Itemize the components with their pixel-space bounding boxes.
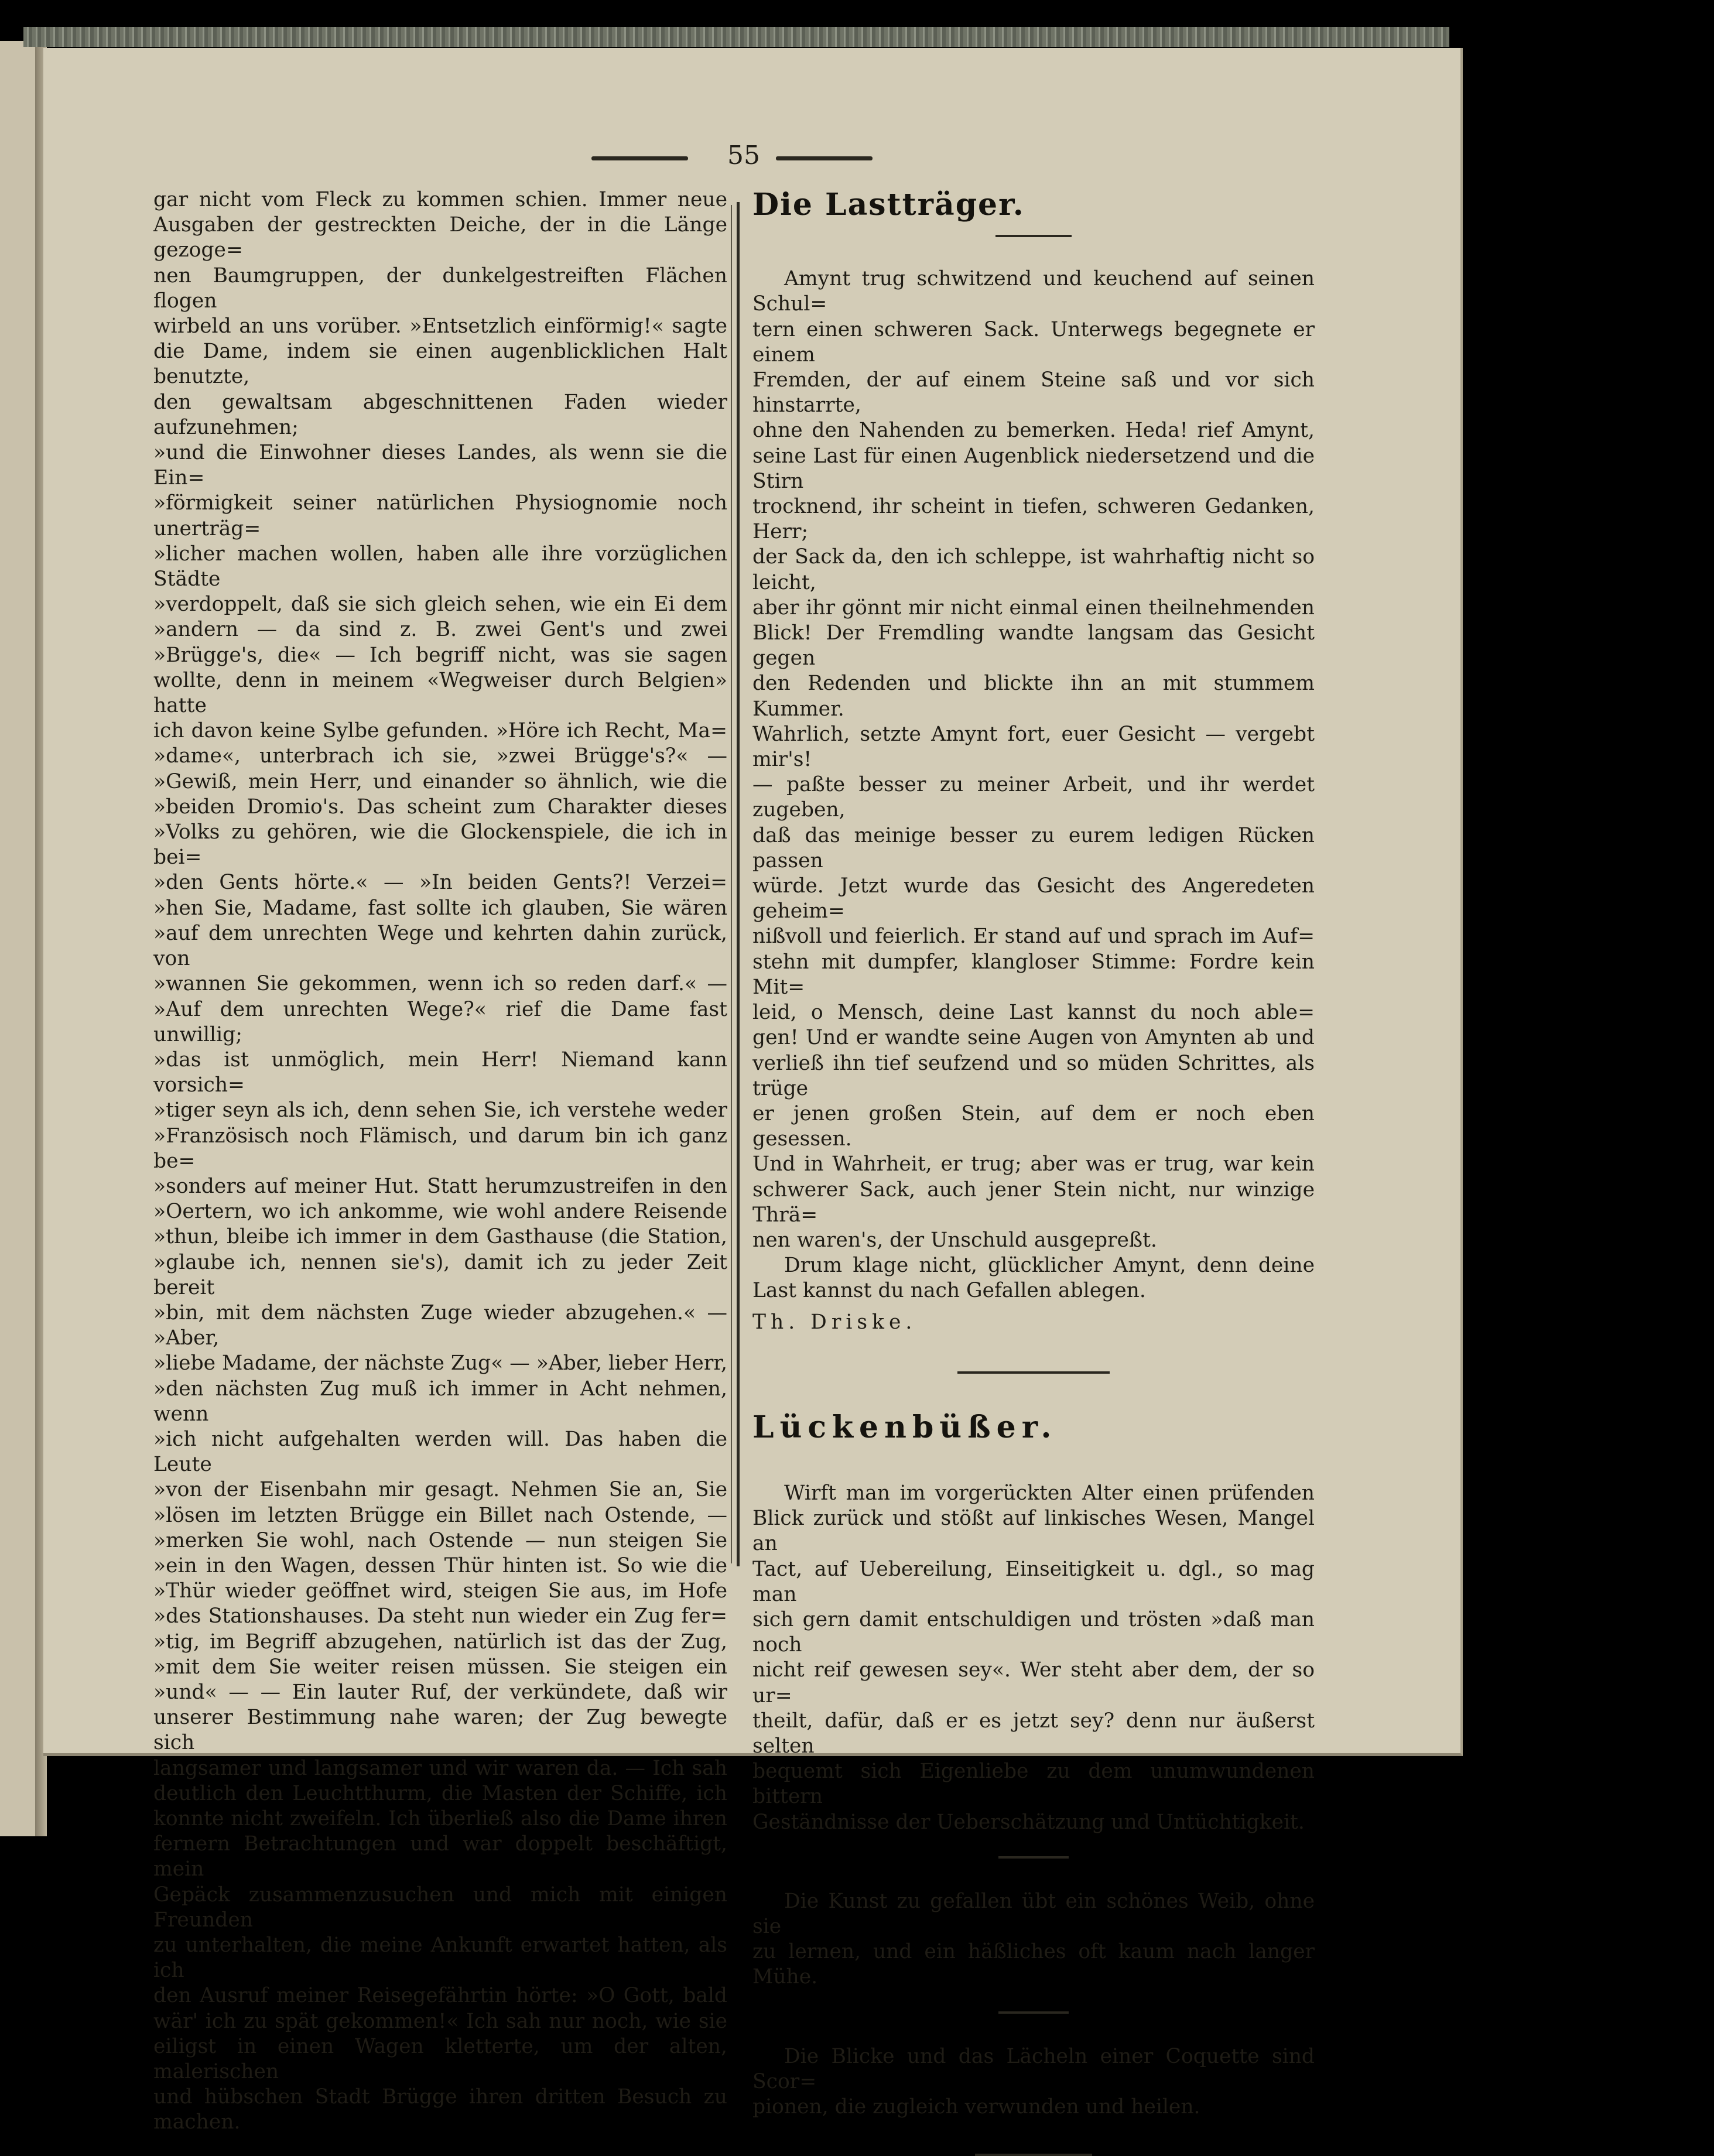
text-line: unserer Bestimmung nahe waren; der Zug bewegte sich — [153, 1706, 727, 1755]
text-line: wirbeld an uns vorüber. »Entsetzlich einförmig!« sagte — [153, 314, 727, 338]
text-line: die Dame, indem sie einen augenblicklichen Halt benutzte, — [153, 340, 727, 389]
text-line: »Volks zu gehören, wie die Glockenspiele, die ich in bei= — [153, 820, 727, 870]
text-line: deutlich den Leuchtthurm, die Masten der Schiffe, ich — [153, 1781, 727, 1805]
text-line: »andern — da sind z. B. zwei Gent's und zwei — [153, 618, 727, 642]
section-separator — [957, 1371, 1110, 1374]
title-separator — [995, 235, 1072, 237]
text-line: tern einen schweren Sack. Unterwegs begegnete er einem — [752, 317, 1315, 367]
text-line: »Oertern, wo ich ankomme, wie wohl andere Reisende — [153, 1200, 727, 1224]
text-line: fernern Betrachtungen und war doppelt beschäftigt, mein — [153, 1832, 727, 1881]
text-line: Wirft man im vorgerückten Alter einen prüfenden — [784, 1481, 1315, 1505]
text-line: Blick! Der Fremdling wandte langsam das Gesicht gegen — [752, 621, 1315, 670]
text-line: Geständnisse der Ueberschätzung und Untüchtigkeit. — [752, 1810, 1305, 1834]
text-line: trocknend, ihr scheint in tiefen, schweren Gedanken, Herr; — [752, 495, 1315, 544]
text-line: »ich nicht aufgehalten werden will. Das haben die Leute — [153, 1427, 727, 1477]
text-line: ohne den Nahenden zu bemerken. Heda! rief Amynt, — [752, 419, 1315, 443]
text-line: Fremden, der auf einem Steine saß und vor sich hinstarrte, — [752, 368, 1315, 417]
text-line: eiligst in einen Wagen kletterte, um der alten, malerischen — [153, 2034, 727, 2084]
text-line: »und« — — Ein lauter Ruf, der verkündete, daß wir — [153, 1680, 727, 1704]
page-header — [591, 141, 919, 176]
lueckenbuesser-paragraph-2 — [752, 1889, 1315, 1990]
lueckenbuesser-title: Lückenbüßer. — [752, 1409, 1058, 1445]
text-line: »dame«, unterbrach ich sie, »zwei Brügge's?« — — [153, 744, 727, 768]
text-line: »Thür wieder geöffnet wird, steigen Sie aus, im Hofe — [153, 1579, 727, 1603]
text-line: Tact, auf Uebereilung, Einseitigkeit u. dgl., so mag man — [752, 1557, 1315, 1606]
text-line: »wannen Sie gekommen, wenn ich so reden darf.« — — [153, 972, 727, 996]
page-number: 55 — [727, 141, 760, 170]
left-column — [153, 187, 727, 2136]
text-line: den gewaltsam abgeschnittenen Faden wieder aufzunehmen; — [153, 390, 727, 439]
text-line: Wahrlich, setzte Amynt fort, euer Gesicht — vergebt mir's! — [752, 722, 1315, 772]
text-line: und hübschen Stadt Brügge ihren dritten Besuch zu machen. — [153, 2085, 727, 2134]
text-line: konnte nicht zweifeln. Ich überließ also die Dame ihren — [153, 1807, 727, 1830]
text-line: Gepäck zusammenzusuchen und mich mit einigen Freunden — [153, 1883, 727, 1932]
text-line: »verdoppelt, daß sie sich gleich sehen, wie ein Ei dem — [153, 593, 727, 617]
text-line: »merken Sie wohl, nach Ostende — nun steigen Sie — [153, 1528, 727, 1552]
text-line: den Ausruf meiner Reisegefährtin hörte: »O Gott, bald — [153, 1984, 727, 2008]
text-line: »Gewiß, mein Herr, und einander so ähnlich, wie die — [153, 769, 727, 793]
end-separator — [975, 2154, 1092, 2156]
text-line: »thun, bleibe ich immer in dem Gasthause (die Station, — [153, 1225, 727, 1249]
text-line: Und in Wahrheit, er trug; aber was er trug, war kein — [752, 1152, 1315, 1176]
text-line: nen Baumgruppen, der dunkelgestreiften Flächen flogen — [153, 263, 727, 313]
text-line: wollte, denn in meinem «Wegweiser durch Belgien» hatte — [153, 668, 727, 718]
text-line: theilt, dafür, daß er es jetzt sey? denn nur äußerst selten — [752, 1709, 1315, 1758]
text-line: gen! Und er wandte seine Augen von Amynten ab und — [752, 1026, 1315, 1050]
lueckenbuesser-paragraph-3 — [752, 2044, 1315, 2120]
text-line: »beiden Dromio's. Das scheint zum Charakter dieses — [153, 795, 727, 819]
text-line: pionen, die zugleich verwunden und heilen. — [752, 2095, 1200, 2119]
text-line: Blick zurück und stößt auf linkisches Wesen, Mangel an — [752, 1507, 1315, 1556]
aphorism-separator-1 — [998, 1856, 1069, 1859]
text-line: »und die Einwohner dieses Landes, als wenn sie die Ein= — [153, 441, 727, 490]
text-line: — paßte besser zu meiner Arbeit, und ihr werdet zugeben, — [752, 773, 1315, 822]
text-line: wär' ich zu spät gekommen!« Ich sah nur noch, wie sie — [153, 2009, 727, 2033]
text-line: nicht reif gewesen sey«. Wer steht aber dem, der so ur= — [752, 1658, 1315, 1707]
text-line: sich gern damit entschuldigen und trösten »daß man noch — [752, 1607, 1315, 1657]
text-line: daß das meinige besser zu eurem ledigen Rücken passen — [752, 823, 1315, 872]
text-line: »Französisch noch Flämisch, und darum bin ich ganz be= — [153, 1124, 727, 1173]
right-column — [752, 187, 1315, 2156]
lasttraeger-closing — [752, 1253, 1315, 1303]
text-line: nißvoll und feierlich. Er stand auf und sprach im Auf= — [752, 925, 1315, 949]
text-line: »glaube ich, nennen sie's), damit ich zu jeder Zeit bereit — [153, 1250, 727, 1299]
text-line: Die Blicke und das Lächeln einer Coquette sind Scor= — [752, 2044, 1315, 2093]
text-line: der Sack da, den ich schleppe, ist wahrhaftig nicht so leicht, — [752, 545, 1315, 594]
facing-page-edge — [0, 41, 35, 1836]
text-line: »das ist unmöglich, mein Herr! Niemand kann vorsich= — [153, 1048, 727, 1097]
text-line: gar nicht vom Fleck zu kommen schien. Immer neue — [153, 188, 727, 211]
text-line: aber ihr gönnt mir nicht einmal einen theilnehmenden — [752, 596, 1315, 620]
text-line: Ausgaben der gestreckten Deiche, der in die Länge gezoge= — [153, 213, 727, 262]
column-rule — [737, 202, 740, 1566]
text-line: »auf dem unrechten Wege und kehrten dahin zurück, von — [153, 921, 727, 971]
text-line: ich davon keine Sylbe gefunden. »Höre ich Recht, Ma= — [153, 719, 727, 743]
text-line: »bin, mit dem nächsten Zuge wieder abzugehen.« — »Aber, — [153, 1301, 727, 1350]
text-line: zu unterhalten, die meine Ankunft erwartet hatten, als ich — [153, 1933, 727, 1983]
text-line: schwerer Sack, auch jener Stein nicht, nur winzige Thrä= — [752, 1178, 1315, 1227]
text-line: stehn mit dumpfer, klangloser Stimme: Fordre kein Mit= — [752, 950, 1315, 999]
text-line: »tig, im Begriff abzugehen, natürlich ist das der Zug, — [153, 1630, 727, 1654]
lasttraeger-body — [752, 266, 1315, 1253]
lasttraeger-title: Die Lastträger. — [752, 187, 1025, 223]
text-line: Last kannst du nach Gefallen ablegen. — [752, 1279, 1146, 1303]
text-line: zu lernen, und ein häßliches oft kaum nach langer Mühe. — [752, 1940, 1315, 1989]
text-line: »hen Sie, Madame, fast sollte ich glauben, Sie wären — [153, 896, 727, 920]
text-line: »den nächsten Zug muß ich immer in Acht nehmen, wenn — [153, 1377, 727, 1426]
text-line: leid, o Mensch, deine Last kannst du noch able= — [752, 1001, 1315, 1025]
text-line: bequemt sich Eigenliebe zu dem unumwundenen bittern — [752, 1760, 1315, 1809]
page-top-edge — [23, 27, 1449, 47]
text-line: Die Kunst zu gefallen übt ein schönes Weib, ohne sie — [752, 1889, 1315, 1938]
text-line: verließ ihn tief seufzend und so müden Schrittes, als trüge — [752, 1051, 1315, 1100]
text-line: »des Stationshauses. Da steht nun wieder ein Zug fer= — [153, 1604, 727, 1628]
column-rule-inner — [731, 205, 732, 1563]
lasttraeger-signature: Th. Driske. — [752, 1310, 917, 1334]
lueckenbuesser-paragraph-1 — [752, 1481, 1315, 1835]
text-line: »liebe Madame, der nächste Zug« — »Aber, lieber Herr, — [153, 1351, 727, 1375]
text-line: »licher machen wollen, haben alle ihre vorzüglichen Städte — [153, 542, 727, 591]
text-line: nen waren's, der Unschuld ausgepreßt. — [752, 1228, 1157, 1252]
text-line: Drum klage nicht, glücklicher Amynt, denn deine — [784, 1254, 1315, 1278]
aphorism-separator-2 — [998, 2011, 1069, 2014]
text-line: seine Last für einen Augenblick niedersetzend und die Stirn — [752, 444, 1315, 493]
header-ornament-right — [776, 156, 873, 160]
text-line: »Auf dem unrechten Wege?« rief die Dame fast unwillig; — [153, 997, 727, 1046]
text-line: »den Gents hörte.« — »In beiden Gents?! Verzei= — [153, 871, 727, 895]
text-line: langsamer und langsamer und wir waren da. — Ich sah — [153, 1756, 727, 1780]
text-line: »tiger seyn als ich, denn sehen Sie, ich verstehe weder — [153, 1098, 727, 1123]
text-line: »förmigkeit seiner natürlichen Physiognomie noch unerträg= — [153, 491, 727, 540]
text-line: würde. Jetzt wurde das Gesicht des Angeredeten geheim= — [752, 874, 1315, 923]
text-line: »Brügge's, die« — Ich begriff nicht, was sie sagen — [153, 643, 727, 667]
text-line: »ein in den Wagen, dessen Thür hinten ist. So wie die — [153, 1553, 727, 1577]
text-line: »sonders auf meiner Hut. Statt herumzustreifen in den — [153, 1174, 727, 1198]
text-line: den Redenden und blickte ihn an mit stummem Kummer. — [752, 672, 1315, 721]
text-line: »lösen im letzten Brügge ein Billet nach Ostende, — — [153, 1503, 727, 1527]
text-line: »von der Eisenbahn mir gesagt. Nehmen Sie an, Sie — [153, 1478, 727, 1502]
text-line: er jenen großen Stein, auf dem er noch eben gesessen. — [752, 1101, 1315, 1151]
header-ornament-left — [591, 156, 688, 160]
text-line: Amynt trug schwitzend und keuchend auf seinen Schul= — [752, 267, 1315, 316]
text-line: »mit dem Sie weiter reisen müssen. Sie steigen ein — [153, 1655, 727, 1679]
